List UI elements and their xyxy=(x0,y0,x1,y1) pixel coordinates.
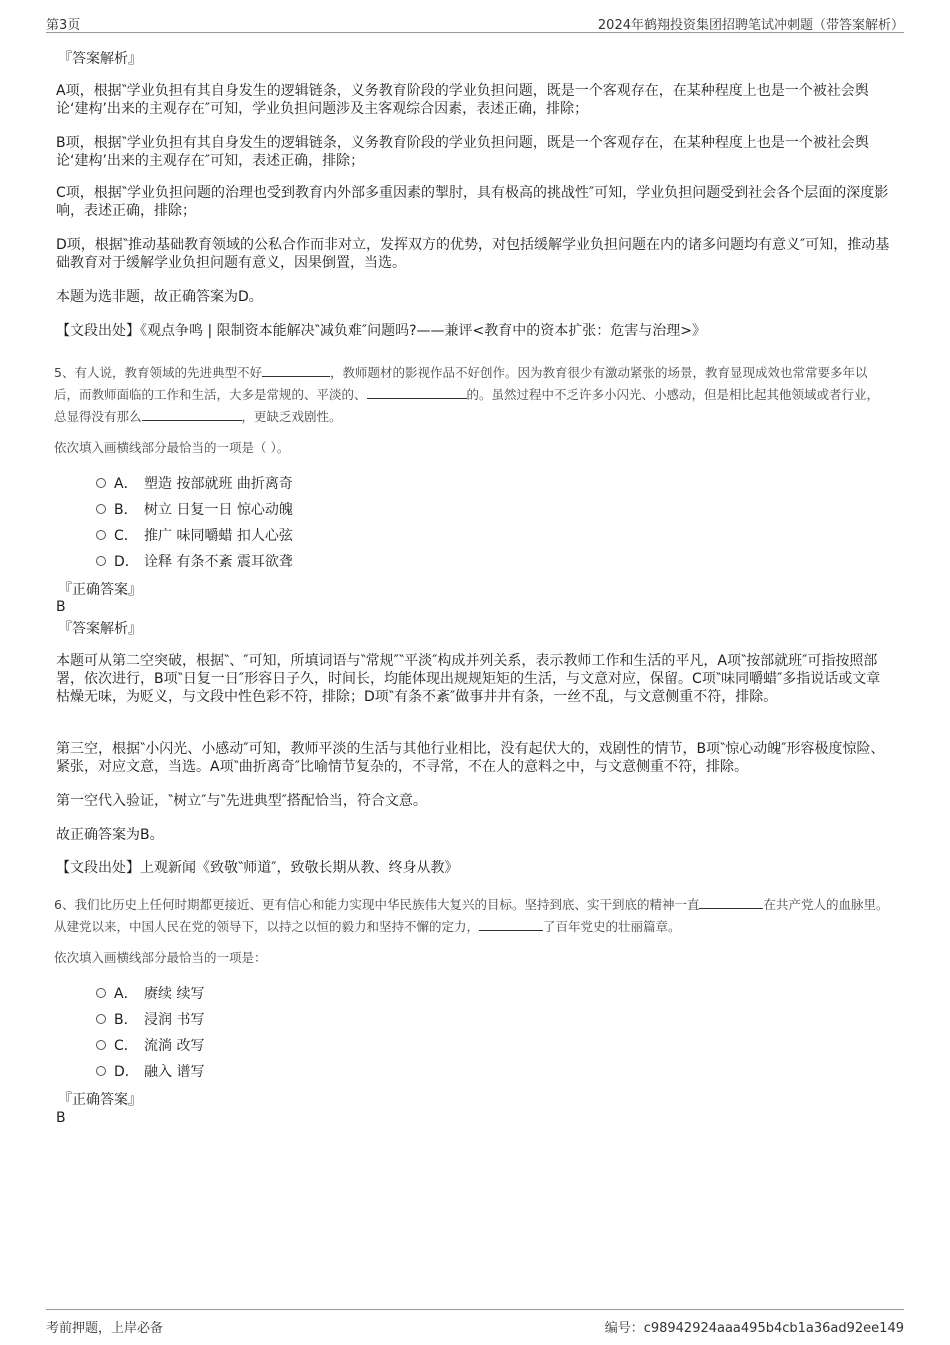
option-letter: B． xyxy=(114,1012,138,1028)
radio-icon[interactable] xyxy=(96,1014,106,1024)
q5-blank-2 xyxy=(367,386,467,399)
q5-option-d[interactable] xyxy=(96,553,293,573)
option-letter: D． xyxy=(114,1064,139,1080)
q6-option-a[interactable] xyxy=(96,985,204,1005)
q5-blank-3 xyxy=(142,408,242,421)
option-letter: A． xyxy=(114,986,138,1002)
q5-analysis-4: 故正确答案为B。 xyxy=(56,827,164,843)
option-text: 流淌 改写 xyxy=(144,1038,205,1054)
q5-option-c[interactable] xyxy=(96,527,293,547)
radio-icon[interactable] xyxy=(96,988,106,998)
option-text: 融入 谱写 xyxy=(144,1064,205,1080)
radio-icon[interactable] xyxy=(96,1066,106,1076)
radio-icon[interactable] xyxy=(96,556,106,566)
radio-icon[interactable] xyxy=(96,478,106,488)
page-header xyxy=(46,12,904,33)
q4-source: 【文段出处】《观点争鸣 | 限制资本能解决‶减负难″问题吗?——兼评<教育中的资本扩张：危害与治理>》 xyxy=(56,323,706,339)
q5-analysis-3: 第一空代入验证，‶树立″与‶先进典型″搭配恰当，符合文意。 xyxy=(56,793,427,809)
q5-option-b[interactable] xyxy=(96,501,293,521)
q5-analysis-2: 第三空，根据‶小闪光、小感动″可知，教师平淡的生活与其他行业相比，没有起伏大的，戏剧性的情节，B项‶惊心动魄″形容极度惊险、紧张，对应文意，当选。A项‶曲折离奇″比喻情节复杂的，不寻常，不在人的意料之中，与文意侧重不符，排除。 xyxy=(56,741,885,775)
q5-stem-part-2: ，教师题材的影视作品不好创作。因为教育很少有激动紧张的场景，教育显现成效也常常要多年以后，而教师面临的工作和生活，大多是常规的、平淡的、 xyxy=(54,365,868,402)
q4-analysis-d: D项，根据‶推动基础教育领域的公私合作而非对立，发挥双方的优势，对包括缓解学业负担问题在内的诸多问题均有意义″可知，推动基础教育对于缓解学业负担问题有意义，因果倒置，当选。 xyxy=(56,237,890,271)
radio-icon[interactable] xyxy=(96,530,106,540)
q6-question: 依次填入画横线部分最恰当的一项是： xyxy=(54,950,267,965)
q5-stem-part-3: 的。虽然过程中不乏许多小闪光、小感动，但是相比起其他领域或者行业，总显得没有那么 xyxy=(54,387,880,424)
q6-stem-part-1: 6、我们比历史上任何时期都更接近、更有信心和能力实现中华民族伟大复兴的目标。坚持到底、实干到底的精神一直 xyxy=(54,897,700,912)
q4-conclusion: 本题为选非题，故正确答案为D。 xyxy=(56,289,263,305)
q6-option-b[interactable] xyxy=(96,1011,204,1031)
q6-stem-part-3: 了百年党史的壮丽篇章。 xyxy=(543,919,681,934)
q6-blank-2 xyxy=(479,918,543,931)
footer-slogan: 考前押题，上岸必备 xyxy=(46,1321,164,1336)
option-text: 赓续 续写 xyxy=(144,986,205,1002)
radio-icon[interactable] xyxy=(96,1040,106,1050)
document-title: 2024年鹤翔投资集团招聘笔试冲刺题（带答案解析） xyxy=(597,18,904,33)
page-number: 第3页 xyxy=(46,18,81,33)
q5-answer: B xyxy=(56,599,66,615)
q5-question: 依次填入画横线部分最恰当的一项是（ ）。 xyxy=(54,440,290,455)
q6-answer-label: 『正确答案』 xyxy=(58,1092,142,1108)
q5-stem xyxy=(54,362,889,428)
option-text: 浸润 书写 xyxy=(144,1012,205,1028)
q5-source: 【文段出处】上观新闻《致敬‶师道″，致敬长期从教、终身从教》 xyxy=(56,860,459,876)
q6-option-d[interactable] xyxy=(96,1063,204,1083)
page-footer xyxy=(46,1309,904,1338)
q6-stem xyxy=(54,894,889,938)
option-letter: B． xyxy=(114,502,138,518)
q4-analysis-a: A项，根据‶学业负担有其自身发生的逻辑链条，义务教育阶段的学业负担问题，既是一个客观存在，在某种程度上也是一个被社会舆论‘建构’出来的主观存在″可知，学业负担问题涉及主客观综合因素，表述正确，排除； xyxy=(56,83,869,117)
q4-analysis-b: B项，根据‶学业负担有其自身发生的逻辑链条，义务教育阶段的学业负担问题，既是一个客观存在，在某种程度上也是一个被社会舆论‘建构’出来的主观存在″可知，表述正确，排除； xyxy=(56,135,869,169)
q5-analysis-label: 『答案解析』 xyxy=(58,621,142,637)
option-letter: C． xyxy=(114,1038,138,1054)
option-text: 树立 日复一日 惊心动魄 xyxy=(144,502,293,518)
q6-blank-1 xyxy=(699,896,763,909)
q4-analysis-c: C项，根据‶学业负担问题的治理也受到教育内外部多重因素的掣肘，具有极高的挑战性″可知，学业负担问题受到社会各个层面的深度影响，表述正确，排除； xyxy=(56,185,889,219)
q6-stem-part-2: 在共产党人的血脉里。从建党以来，中国人民在党的领导下，以持之以恒的毅力和坚持不懈的定力， xyxy=(54,897,889,934)
radio-icon[interactable] xyxy=(96,504,106,514)
q5-stem-part-4: ，更缺乏戏剧性。 xyxy=(241,409,342,424)
q4-analysis-label: 『答案解析』 xyxy=(58,51,142,67)
option-text: 塑造 按部就班 曲折离奇 xyxy=(144,476,293,492)
option-text: 推广 味同嚼蜡 扣人心弦 xyxy=(144,528,293,544)
option-letter: D． xyxy=(114,554,139,570)
option-letter: A． xyxy=(114,476,138,492)
q5-option-a[interactable] xyxy=(96,475,293,495)
q6-answer: B xyxy=(56,1110,66,1126)
q5-blank-1 xyxy=(262,364,330,377)
q6-option-c[interactable] xyxy=(96,1037,204,1057)
option-letter: C． xyxy=(114,528,138,544)
q5-answer-label: 『正确答案』 xyxy=(58,582,142,598)
document-id: 编号：c98942924aaa495b4cb1a36ad92ee149 xyxy=(604,1321,904,1336)
option-text: 诠释 有条不紊 震耳欲聋 xyxy=(144,554,293,570)
q5-analysis-1: 本题可从第二空突破，根据‶、″可知，所填词语与‶常规″‶平淡″构成并列关系，表示教师工作和生活的平凡，A项‶按部就班″可指按照部署，依次进行，B项‶日复一日″形容日子久，时间长，均能体现出规规矩矩的生活，与文意对应，保留。C项‶味同嚼蜡″多指说话或文章枯燥无味，为贬义，与文段中性色彩不符，排除；D项‶有条不紊″做事井井有条，一丝不乱，与文意侧重不符，排除。 xyxy=(56,653,881,705)
q5-stem-part-1: 5、有人说，教育领域的先进典型不好 xyxy=(54,365,262,380)
